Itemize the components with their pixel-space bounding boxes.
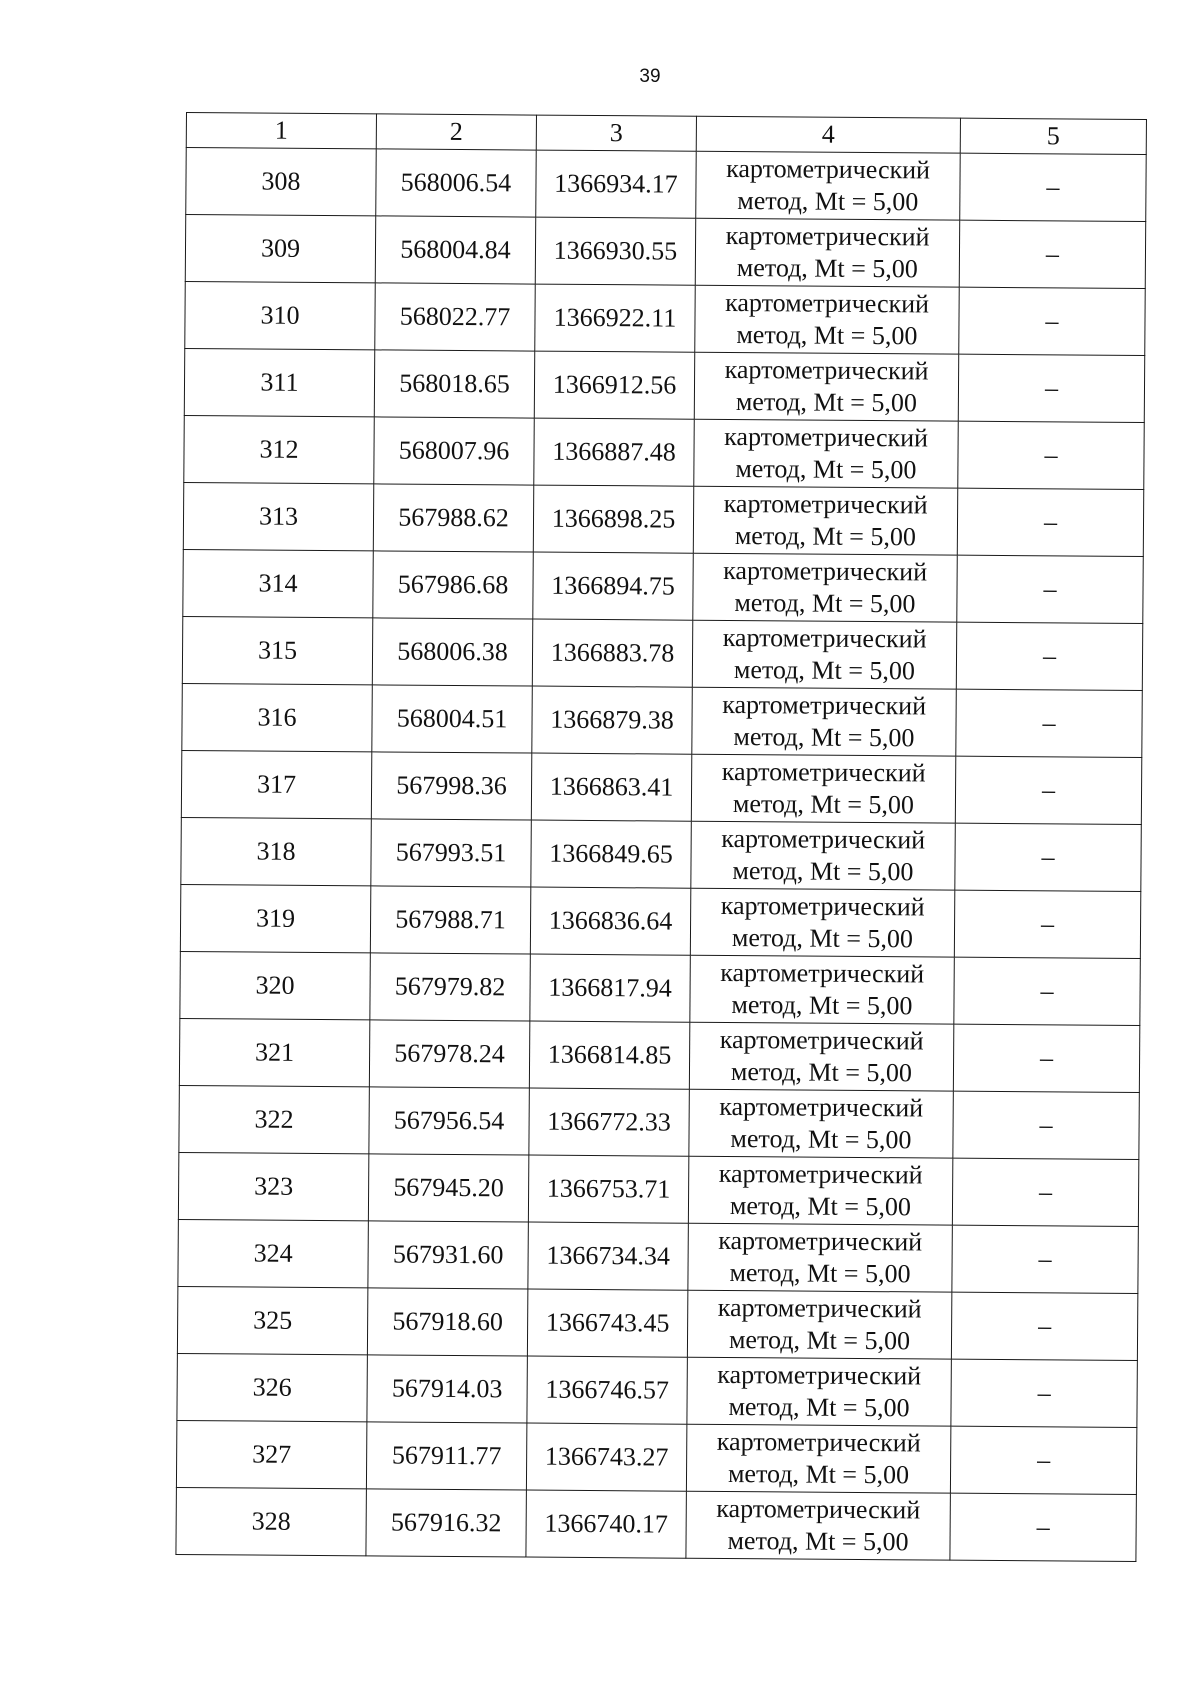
x-coordinate-cell: 568006.38 — [372, 618, 532, 686]
method-accuracy: метод, Mt = 5,00 — [733, 722, 915, 753]
table-body — [176, 148, 1146, 1562]
method-name: картометрический — [719, 1024, 924, 1056]
column-header-3: 3 — [536, 115, 696, 151]
table-row — [183, 549, 1143, 623]
method-accuracy: метод, Mt = 5,00 — [730, 1124, 912, 1155]
point-number-cell: 321 — [179, 1018, 369, 1086]
x-coordinate-cell: 567988.71 — [370, 886, 530, 954]
method-cell — [687, 1290, 951, 1359]
point-number-cell: 319 — [180, 884, 370, 952]
y-coordinate-cell: 1366753.71 — [528, 1155, 688, 1223]
note-cell: – — [956, 689, 1142, 757]
note-cell: – — [959, 220, 1145, 288]
y-coordinate-cell: 1366894.75 — [533, 552, 693, 620]
y-coordinate-cell: 1366883.78 — [532, 619, 692, 687]
point-number-cell: 328 — [176, 1487, 366, 1555]
point-number-cell: 308 — [186, 148, 376, 216]
method-cell — [689, 1022, 953, 1091]
method-cell — [690, 888, 954, 957]
method-accuracy: метод, Mt = 5,00 — [728, 1325, 911, 1356]
y-coordinate-cell: 1366922.11 — [535, 284, 695, 352]
method-cell — [695, 285, 959, 354]
point-number-cell: 309 — [185, 215, 375, 283]
note-cell: – — [959, 287, 1145, 355]
method-cell — [691, 821, 955, 890]
x-coordinate-cell: 567979.82 — [370, 953, 530, 1021]
table-row — [184, 348, 1144, 422]
table-row — [186, 148, 1146, 222]
x-coordinate-cell: 567978.24 — [369, 1020, 529, 1088]
table-row — [179, 1018, 1139, 1092]
method-cell — [694, 352, 958, 421]
method-name: картометрический — [717, 1359, 922, 1391]
table-row — [177, 1353, 1137, 1427]
table-row — [181, 817, 1141, 891]
x-coordinate-cell: 567986.68 — [373, 551, 533, 619]
method-name: картометрический — [718, 1158, 923, 1190]
method-cell — [686, 1491, 950, 1560]
method-cell — [695, 218, 959, 287]
table-row — [184, 415, 1144, 489]
column-header-2: 2 — [376, 114, 536, 150]
note-cell: – — [956, 622, 1142, 690]
table-row — [185, 281, 1145, 355]
point-number-cell: 327 — [176, 1420, 366, 1488]
y-coordinate-cell: 1366746.57 — [527, 1356, 687, 1424]
note-cell: – — [950, 1493, 1136, 1561]
y-coordinate-cell: 1366879.38 — [532, 686, 692, 754]
note-cell: – — [958, 354, 1144, 422]
method-cell — [689, 1089, 953, 1158]
x-coordinate-cell: 567916.32 — [366, 1489, 526, 1557]
note-cell: – — [954, 890, 1140, 958]
method-name: картометрический — [724, 354, 929, 386]
method-name: картометрический — [725, 287, 930, 319]
x-coordinate-cell: 568007.96 — [374, 417, 534, 485]
method-name: картометрический — [723, 555, 928, 587]
method-accuracy: метод, Mt = 5,00 — [732, 856, 914, 887]
y-coordinate-cell: 1366743.45 — [527, 1289, 687, 1357]
x-coordinate-cell: 567988.62 — [373, 484, 533, 552]
note-cell: – — [955, 823, 1141, 891]
method-accuracy: метод, Mt = 5,00 — [734, 588, 916, 619]
method-cell — [690, 955, 954, 1024]
x-coordinate-cell: 567998.36 — [371, 752, 531, 820]
point-number-cell: 325 — [177, 1286, 367, 1354]
point-number-cell: 316 — [182, 683, 372, 751]
x-coordinate-cell: 567956.54 — [369, 1087, 529, 1155]
x-coordinate-cell: 568006.54 — [376, 149, 536, 217]
method-accuracy: метод, Mt = 5,00 — [736, 320, 918, 351]
table-row — [182, 616, 1142, 690]
y-coordinate-cell: 1366912.56 — [534, 351, 694, 419]
point-number-cell: 318 — [181, 817, 371, 885]
method-name: картометрический — [724, 421, 929, 453]
table-row — [176, 1420, 1136, 1494]
y-coordinate-cell: 1366849.65 — [531, 820, 691, 888]
method-accuracy: метод, Mt = 5,00 — [729, 1258, 911, 1289]
x-coordinate-cell: 567911.77 — [366, 1422, 526, 1490]
note-cell: – — [951, 1359, 1137, 1427]
method-accuracy: метод, Mt = 5,00 — [732, 789, 915, 820]
point-number-cell: 324 — [178, 1219, 368, 1287]
coordinates-table — [175, 112, 1147, 1562]
method-accuracy: метод, Mt = 5,00 — [729, 1191, 912, 1222]
method-name: картометрический — [722, 689, 927, 721]
point-number-cell: 323 — [178, 1152, 368, 1220]
point-number-cell: 312 — [184, 415, 374, 483]
y-coordinate-cell: 1366898.25 — [533, 485, 693, 553]
x-coordinate-cell: 567918.60 — [367, 1288, 527, 1356]
y-coordinate-cell: 1366930.55 — [535, 217, 695, 285]
point-number-cell: 322 — [179, 1085, 369, 1153]
table-row — [177, 1286, 1137, 1360]
method-name: картометрический — [719, 1091, 924, 1123]
method-cell — [686, 1424, 950, 1493]
method-cell — [687, 1357, 951, 1426]
table-row — [178, 1219, 1138, 1293]
page-number: 39 — [639, 66, 661, 87]
point-number-cell: 326 — [177, 1353, 367, 1421]
column-header-4: 4 — [696, 116, 960, 153]
note-cell: – — [954, 957, 1140, 1025]
table-row — [176, 1487, 1136, 1561]
note-cell: – — [953, 1091, 1139, 1159]
y-coordinate-cell: 1366817.94 — [530, 954, 690, 1022]
note-cell: – — [953, 1024, 1139, 1092]
method-name: картометрический — [716, 1426, 921, 1458]
method-name: картометрический — [720, 890, 925, 922]
method-name: картометрический — [722, 622, 927, 654]
table-row — [185, 215, 1145, 289]
x-coordinate-cell: 567914.03 — [367, 1355, 527, 1423]
x-coordinate-cell: 567945.20 — [368, 1154, 528, 1222]
method-name: картометрический — [718, 1225, 923, 1257]
method-name: картометрический — [721, 756, 926, 788]
method-cell — [691, 754, 955, 823]
y-coordinate-cell: 1366772.33 — [529, 1088, 689, 1156]
point-number-cell: 311 — [184, 348, 374, 416]
x-coordinate-cell: 567993.51 — [371, 819, 531, 887]
note-cell: – — [957, 555, 1143, 623]
table-row — [179, 1085, 1139, 1159]
method-accuracy: метод, Mt = 5,00 — [727, 1526, 909, 1557]
point-number-cell: 317 — [181, 750, 371, 818]
table-row — [180, 884, 1140, 958]
point-number-cell: 320 — [180, 951, 370, 1019]
method-cell — [688, 1223, 952, 1292]
method-cell — [688, 1156, 952, 1225]
method-name: картометрический — [717, 1292, 922, 1324]
note-cell: – — [960, 153, 1146, 221]
point-number-cell: 315 — [182, 616, 372, 684]
method-accuracy: метод, Mt = 5,00 — [727, 1459, 910, 1490]
x-coordinate-cell: 568018.65 — [374, 350, 534, 418]
note-cell: – — [950, 1426, 1136, 1494]
method-cell — [692, 687, 956, 756]
method-accuracy: метод, Mt = 5,00 — [733, 655, 916, 686]
table-row — [180, 951, 1140, 1025]
method-name: картометрический — [725, 220, 930, 252]
y-coordinate-cell: 1366836.64 — [530, 887, 690, 955]
y-coordinate-cell: 1366887.48 — [534, 418, 694, 486]
x-coordinate-cell: 568022.77 — [375, 283, 535, 351]
y-coordinate-cell: 1366863.41 — [531, 753, 691, 821]
y-coordinate-cell: 1366743.27 — [526, 1423, 686, 1491]
table-row — [183, 482, 1143, 556]
y-coordinate-cell: 1366734.34 — [528, 1222, 688, 1290]
x-coordinate-cell: 568004.84 — [375, 216, 535, 284]
column-header-5: 5 — [960, 118, 1146, 154]
table-row — [181, 750, 1141, 824]
note-cell: – — [955, 756, 1141, 824]
method-accuracy: метод, Mt = 5,00 — [730, 1057, 913, 1088]
x-coordinate-cell: 567931.60 — [368, 1221, 528, 1289]
method-accuracy: метод, Mt = 5,00 — [735, 454, 917, 485]
point-number-cell: 313 — [183, 482, 373, 550]
method-name: картометрический — [726, 153, 931, 185]
method-accuracy: метод, Mt = 5,00 — [734, 521, 917, 552]
method-name: картометрический — [720, 957, 925, 989]
method-accuracy: метод, Mt = 5,00 — [735, 387, 917, 418]
x-coordinate-cell: 568004.51 — [372, 685, 532, 753]
method-cell — [694, 419, 958, 488]
method-accuracy: метод, Mt = 5,00 — [728, 1392, 910, 1423]
method-cell — [692, 620, 956, 689]
note-cell: – — [952, 1158, 1138, 1226]
method-accuracy: метод, Mt = 5,00 — [731, 923, 914, 954]
note-cell: – — [951, 1292, 1137, 1360]
method-cell — [693, 486, 957, 555]
point-number-cell: 310 — [185, 281, 375, 349]
y-coordinate-cell: 1366740.17 — [526, 1490, 686, 1558]
note-cell: – — [952, 1225, 1138, 1293]
method-accuracy: метод, Mt = 5,00 — [737, 186, 919, 217]
table-row — [182, 683, 1142, 757]
method-cell — [696, 151, 960, 220]
method-accuracy: метод, Mt = 5,00 — [731, 990, 913, 1021]
method-accuracy: метод, Mt = 5,00 — [736, 253, 918, 284]
y-coordinate-cell: 1366814.85 — [529, 1021, 689, 1089]
method-name: картометрический — [716, 1493, 921, 1525]
method-name: картометрический — [723, 488, 928, 520]
point-number-cell: 314 — [183, 549, 373, 617]
note-cell: – — [957, 488, 1143, 556]
column-header-1: 1 — [186, 113, 376, 149]
note-cell: – — [958, 421, 1144, 489]
method-cell — [693, 553, 957, 622]
method-name: картометрический — [721, 823, 926, 855]
y-coordinate-cell: 1366934.17 — [536, 150, 696, 218]
table-row — [178, 1152, 1138, 1226]
